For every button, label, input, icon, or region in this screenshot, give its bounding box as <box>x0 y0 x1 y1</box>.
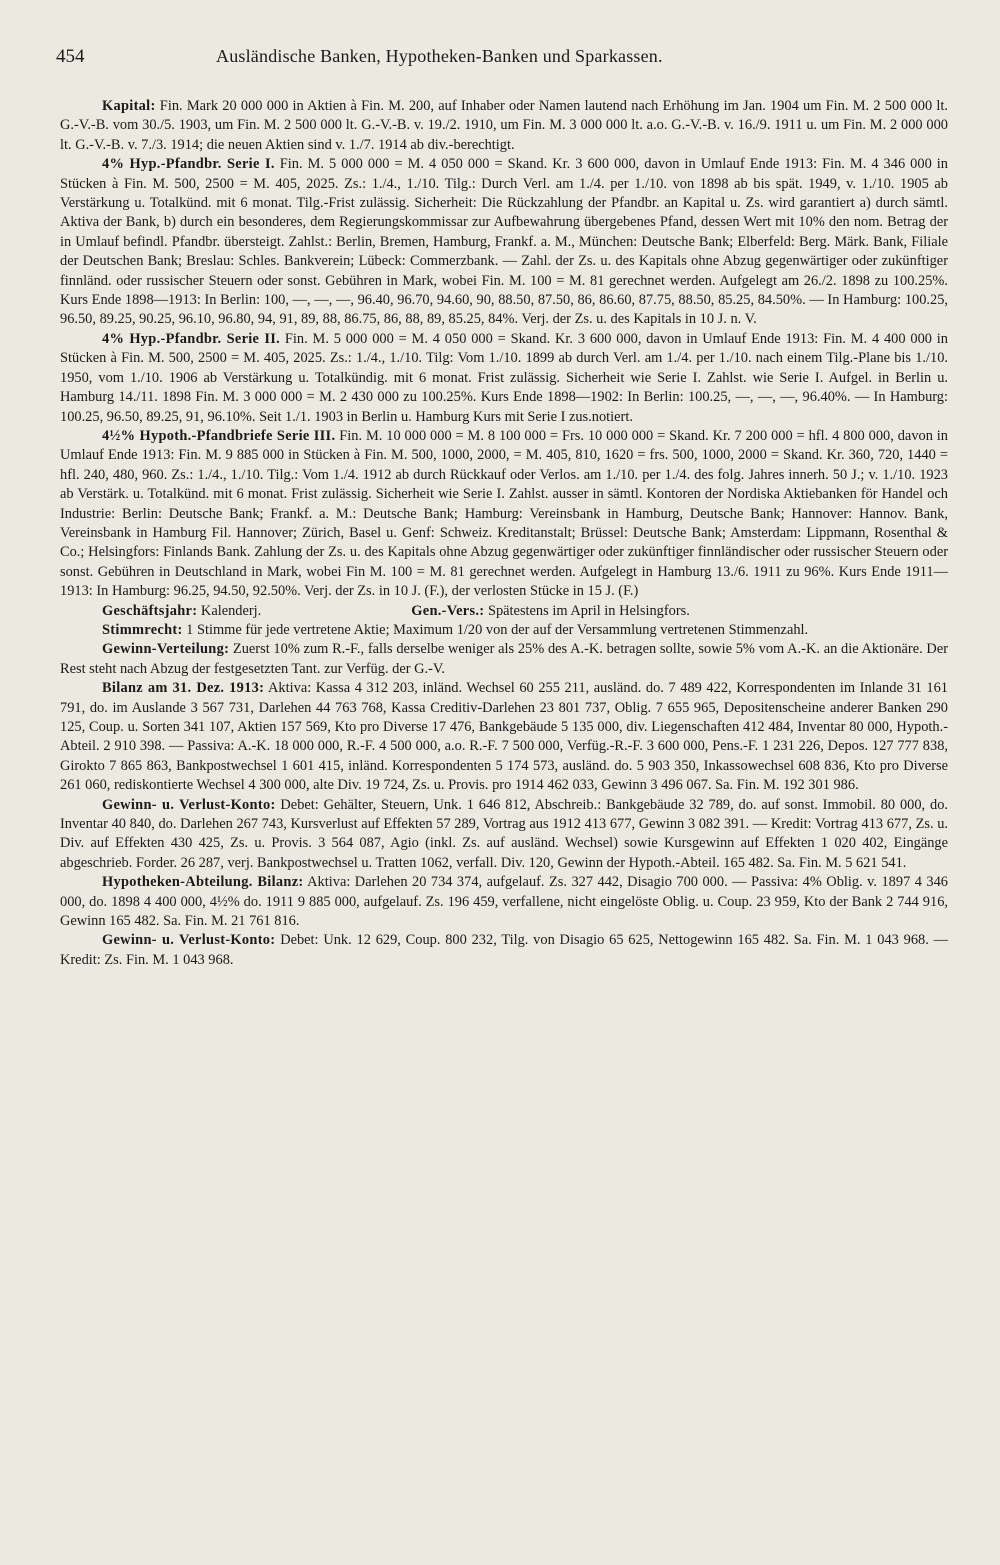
paragraph-text: Fin. Mark 20 000 000 in Aktien à Fin. M. 200, auf Inhaber oder Namen lautend nach Erhöhung im Jan. 1904 um Fin. M. 2 500 000 lt. G.-V.-B. vom 30./5. 1903, um Fin. M. 2 500 000 lt. G.-V.-B. v. 19./2. 1910, um Fin. M. 3 000 000 lt. a.o. G.-V.-B. v. 16./9. 1911 u. um Fin. M. 2 000 000 lt. G.-V.-B. v. 7./3. 1914; die neuen Aktien sind v. 1./7. 1914 ab div.-berechtigt. <box>60 98 948 153</box>
running-title: Ausländische Banken, Hypotheken-Banken und Sparkassen. <box>216 46 663 66</box>
paragraph-text: Aktiva: Darlehen 20 734 374, aufgelauf. Zs. 327 442, Disagio 700 000. — Passiva: 4% Oblig. v. 1897 4 346 000, do. 1898 4 400 000, 4½% do. 1911 9 885 000, aufgelauf. Zs. 196 459, verfallene, nicht eingelöste Oblig. u. Coup. 23 959, Kto der Bank 2 744 916, Gewinn 165 482. Sa. Fin. M. 21 761 816. <box>60 874 948 930</box>
paragraph-heading: Hypotheken-Abteilung. Bilanz: <box>102 874 304 891</box>
paragraph-text: Debet: Gehälter, Steuern, Unk. 1 646 812, Abschreib.: Bankgebäude 32 789, do. auf sonst. Immobil. 80 000, do. Inventar 40 840, do. Darlehen 267 743, Kursverlust auf Effekten 57 289, Vortrag aus 1912 413 677, Gewinn 3 082 391. — Kredit: Vortrag 413 677, Zs. u. Div. auf Effekten 430 425, Zs. u. Provis. 3 564 087, Agio (inkl. Zs. auf ausländ. Wechsel) sowie Kursgewinn auf Effekten 1 020 402, Eingänge abgeschrieb. Forder. 26 287, verj. Bankpostwechsel u. Tratten 1062, verfall. Div. 120, Gewinn der Hypoth.-Abteil. 165 482. Sa. Fin. M. 5 621 541. <box>60 796 948 871</box>
page-body <box>60 97 948 970</box>
paragraph-heading: Gewinn- u. Verlust-Konto: <box>102 796 276 813</box>
paragraph-gewinn-verteilung <box>60 640 948 679</box>
paragraph-heading: 4½% Hypoth.-Pfandbriefe Serie III. <box>102 427 336 444</box>
paragraph-hyp-gewinn-verlust-konto <box>60 931 948 970</box>
paragraph-text-gen-vers: Spätestens im April in Helsingfors. <box>484 602 690 619</box>
paragraph-heading-gen-vers: Gen.-Vers.: <box>411 602 485 619</box>
paragraph-bilanz <box>60 679 948 795</box>
paragraph-text: 1 Stimme für jede vertretene Aktie; Maximum 1/20 von der auf der Versammlung vertretenen Stimmenzahl. <box>182 621 809 638</box>
paragraph-pfandbr-serie-1 <box>60 155 948 330</box>
page-number: 454 <box>56 46 85 67</box>
paragraph-hypotheken-abteilung <box>60 873 948 931</box>
page-header <box>56 46 946 76</box>
paragraph-stimmrecht <box>60 621 948 640</box>
paragraph-heading: 4% Hyp.-Pfandbr. Serie I. <box>102 156 275 173</box>
paragraph-text: Fin. M. 5 000 000 = M. 4 050 000 = Skand. Kr. 3 600 000, davon in Umlauf Ende 1913: Fin. M. 4 400 000 in Stücken à Fin. M. 500, 2500 = M. 405, 2025. Zs.: 1./4., 1./10. Tilg: Vom 1./10. 1899 ab durch Verl. am 1./4. per 1./10. nach einem Tilg.-Plane bis 1./10. 1950, vom 1./10. 1906 ab Verstärkung u. Totalkündig. mit 6 monat. Frist zulässig. Sicherheit wie Serie I. Zahlst. wie Serie I. Aufgel. in Berlin u. Hamburg 14./11. 1898 Fin. M. 3 000 000 = M. 2 430 000 zu 100.25%. Kurs Ende 1898—1902: In Berlin: 100.25, —, —, —, 96.40%. — In Hamburg: 100.25, 96.50, 89.25, 91, 96.10%. Seit 1./1. 1903 in Berlin u. Hamburg Kurs mit Serie I zus.notiert. <box>60 330 948 425</box>
paragraph-heading: Stimmrecht: <box>102 621 183 638</box>
paragraph-heading: Gewinn- u. Verlust-Konto: <box>102 932 276 949</box>
paragraph-text: Zuerst 10% zum R.-F., falls derselbe weniger als 25% des A.-K. betragen sollte, sowie 5% vom A.-K. an die Aktionäre. Der Rest steht nach Abzug der festgesetzten Tant. zur Verfüg. der G.-V. <box>60 641 948 677</box>
paragraph-heading: 4% Hyp.-Pfandbr. Serie II. <box>102 330 281 347</box>
paragraph-text: Debet: Unk. 12 629, Coup. 800 232, Tilg. von Disagio 65 625, Nettogewinn 165 482. Sa. Fin. M. 1 043 968. — Kredit: Zs. Fin. M. 1 043 968. <box>60 932 949 968</box>
paragraph-kapital <box>60 97 948 155</box>
paragraph-text: Fin. M. 5 000 000 = M. 4 050 000 = Skand. Kr. 3 600 000, davon in Umlauf Ende 1913: Fin. M. 4 346 000 in Stücken à Fin. M. 500, 2500 = M. 405, 2025. Zs.: 1./4., 1./10. Tilg.: Durch Verl. am 1./4. per 1./10. von 1898 ab bis spät. 1949, v. 1./10. 1905 ab Verstärkung u. Totalkünd. mit 6 monat. Tilg.-Frist zulässig. Sicherheit: Die Rückzahlung der Pfandbr. an Kapital u. Zs. wird garantiert a) durch sämtl. Aktiva der Bank, b) durch ein besonderes, dem Regierungskommissar zur Aufbewahrung übergebenes Pfand, dessen Wert mit 10% den nom. Betrag der in Umlauf befindl. Pfandbr. übersteigt. Zahlst.: Berlin, Bremen, Hamburg, Frankf. a. M., München: Deutsche Bank; Elberfeld: Berg. Märk. Bank, Filiale der Deutschen Bank; Breslau: Schles. Bankverein; Lübeck: Commerzbank. — Zahl. der Zs. u. des Kapitals ohne Abzug gegenwärtiger oder zukünftiger finnländ. oder russischer Steuern oder sonst. Gebühren in Mark, wobei Fin. M. 100 = M. 81 gerechnet werden. Aufgelegt am 26./2. 1898 zu 100.25%. Kurs Ende 1898—1913: In Berlin: 100, —, —, —, 96.40, 96.70, 94.60, 90, 88.50, 87.50, 86, 86.60, 87.75, 88.50, 85.25, 84.50%. — In Hamburg: 100.25, 96.50, 89.25, 90.25, 96.10, 96.80, 94, 91, 89, 88, 86.75, 86, 88, 89, 85.25, 84%. Verj. der Zs. u. des Kapitals in 10 J. n. V. <box>60 156 948 328</box>
paragraph-pfandbriefe-serie-3 <box>60 427 948 602</box>
paragraph-text: Aktiva: Kassa 4 312 203, inländ. Wechsel 60 255 211, ausländ. do. 7 489 422, Korrespondenten im Inlande 31 161 791, do. im Auslande 3 567 731, Darlehen 44 763 768, Kassa Creditiv-Darlehen 23 801 737, Oblig. 7 655 965, Depositenscheine anderer Banken 290 125, Coup. u. Sorten 341 107, Aktien 157 569, Kto pro Diverse 17 476, Bankgebäude 5 135 000, div. Liegenschaften 412 484, Inventar 80 000, Hypoth.-Abteil. 2 910 398. — Passiva: A.-K. 18 000 000, R.-F. 4 500 000, a.o. R.-F. 7 500 000, Verfüg.-R.-F. 3 600 000, Pens.-F. 1 231 226, Depos. 127 777 838, Girokto 7 865 863, Bankpostwechsel 1 601 415, inländ. Korrespondenten 5 174 573, ausländ. do. 5 903 350, Inkassowechsel 608 836, Kto pro Diverse 261 060, rediskontierte Wechsel 4 300 000, alte Div. 19 724, Zs. u. Provis. pro 1914 462 033, Gewinn 3 496 067. Sa. Fin. M. 192 301 986. <box>60 680 948 794</box>
paragraph-gewinn-verlust-konto <box>60 796 948 874</box>
paragraph-pfandbr-serie-2 <box>60 330 948 427</box>
paragraph-heading: Geschäftsjahr: <box>102 602 198 619</box>
paragraph-text: Kalenderj. <box>197 602 262 619</box>
paragraph-heading: Kapital: <box>102 98 156 114</box>
paragraph-geschaeftsjahr <box>60 602 948 621</box>
paragraph-text: Fin. M. 10 000 000 = M. 8 100 000 = Frs. 10 000 000 = Skand. Kr. 7 200 000 = hfl. 4 800 000, davon in Umlauf Ende 1913: Fin. M. 9 885 000 in Stücken à Fin. M. 500, 1000, 2000, = M. 405, 810, 1620 = frs. 500, 1000, 2000 = Skand. Kr. 360, 720, 1440 = hfl. 240, 480, 960. Zs.: 1./4., 1./10. Tilg.: Vom 1./4. 1912 ab durch Rückkauf oder Verlos. am 1./10. per 1./4. des folg. Jahres innerh. 50 J.; v. 1./10. 1923 ab Verstärk. u. Totalkünd. mit 6 monat. Frist zulässig. Sicherheit wie Serie I. Zahlst. ausser in sämtl. Kontoren der Nordiska Aktiebanken för Handel och Industrie: Berlin: Deutsche Bank; Frankf. a. M.: Deutsche Bank; Hamburg: Vereinsbank in Hamburg, Deutsche Bank; Hannover: Hannov. Bank, Vereinsbank in Hamburg Fil. Hannover; Zürich, Basel u. Genf: Schweiz. Kreditanstalt; Brüssel: Deutsche Bank; Amsterdam: Lippmann, Rosenthal & Co.; Helsingfors: Finlands Bank. Zahlung der Zs. u. des Kapitals ohne Abzug gegenwärtiger oder zukünftiger finnländischer oder russischer Steuern oder sonst. Gebühren in Deutschland in Mark, wobei Fin M. 100 = M. 81 gerechnet werden. Aufgelegt in Hamburg 13./6. 1911 zu 96%. Kurs Ende 1911—1913: In Hamburg: 96.25, 94.50, 92.50%. Verj. der Zs. in 10 J. (F.), der verlosten Stücke in 15 J. (F.) <box>60 427 949 600</box>
paragraph-heading: Bilanz am 31. Dez. 1913: <box>102 680 265 697</box>
paragraph-heading: Gewinn-Verteilung: <box>102 641 230 658</box>
